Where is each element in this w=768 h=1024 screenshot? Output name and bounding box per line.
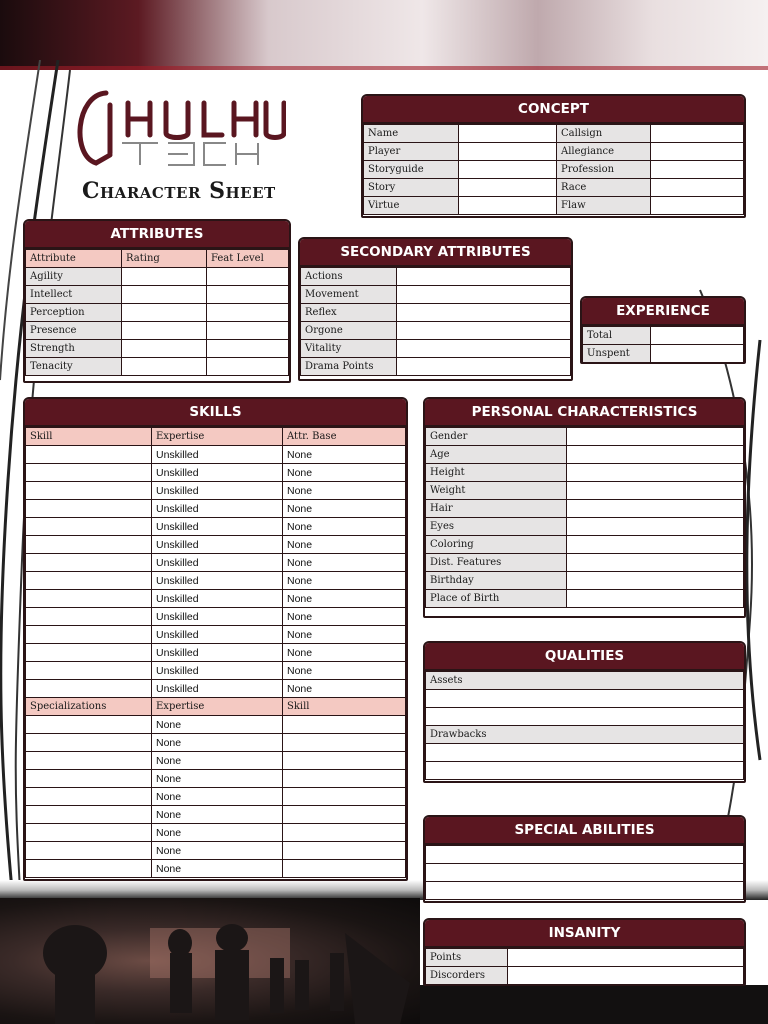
skill-attr-base-field[interactable]: None	[283, 500, 406, 518]
skill-attr-base-field[interactable]: None	[283, 680, 406, 698]
insanity-field[interactable]	[508, 949, 744, 967]
profession-field[interactable]	[651, 161, 744, 179]
specialization-skill-field[interactable]	[283, 770, 406, 788]
secondary-attribute-label: Actions	[301, 268, 397, 286]
table-row	[26, 770, 406, 788]
table-row	[301, 304, 571, 322]
table-row	[426, 500, 744, 518]
specialization-name-field[interactable]	[26, 806, 152, 824]
specialization-skill-field[interactable]	[283, 752, 406, 770]
table-row	[26, 590, 406, 608]
skill-expertise-field[interactable]: Unskilled	[152, 482, 283, 500]
attribute-label: Presence	[26, 322, 122, 340]
concept-label: Storyguide	[364, 161, 459, 179]
experience-label: Unspent	[583, 345, 651, 363]
table-row	[301, 322, 571, 340]
insanity-table	[425, 948, 744, 985]
specialization-expertise-field[interactable]: None	[152, 734, 283, 752]
table-row	[364, 179, 744, 197]
attribute-field[interactable]	[122, 340, 207, 358]
skill-attr-base-field[interactable]: None	[283, 446, 406, 464]
table-row	[426, 482, 744, 500]
column-header: Expertise	[152, 698, 283, 716]
specialization-expertise-field[interactable]: None	[152, 752, 283, 770]
special-table	[425, 845, 744, 900]
table-row	[26, 536, 406, 554]
personal-field[interactable]	[567, 554, 744, 572]
skill-name-field[interactable]	[26, 446, 152, 464]
table-row	[364, 143, 744, 161]
skill-expertise-field[interactable]: Unskilled	[152, 590, 283, 608]
specialization-name-field[interactable]	[26, 842, 152, 860]
attribute-field[interactable]	[122, 322, 207, 340]
table-row	[301, 268, 571, 286]
skill-attr-base-field[interactable]: None	[283, 590, 406, 608]
skill-attr-base-field[interactable]: None	[283, 662, 406, 680]
flaw-field[interactable]	[651, 197, 744, 215]
table-row	[26, 842, 406, 860]
secondary-attributes-panel	[298, 237, 573, 381]
table-row	[26, 734, 406, 752]
bottom-right-dark	[420, 985, 768, 1024]
table-row	[26, 340, 289, 358]
skill-expertise-field[interactable]: Unskilled	[152, 446, 283, 464]
secondary-attribute-field[interactable]	[397, 340, 571, 358]
skills-table	[25, 427, 406, 878]
secondary-attribute-label: Orgone	[301, 322, 397, 340]
concept-header: CONCEPT	[363, 96, 744, 124]
personal-label: Weight	[426, 482, 567, 500]
table-row	[426, 536, 744, 554]
skill-expertise-field[interactable]: Unskilled	[152, 554, 283, 572]
attribute-field[interactable]	[207, 322, 289, 340]
skill-attr-base-field[interactable]: None	[283, 572, 406, 590]
skill-name-field[interactable]	[26, 482, 152, 500]
bottom-battle-art	[0, 898, 420, 1024]
table-header-row	[26, 698, 406, 716]
skill-expertise-field[interactable]: Unskilled	[152, 536, 283, 554]
personal-label: Birthday	[426, 572, 567, 590]
table-row	[426, 949, 744, 967]
table-row	[426, 464, 744, 482]
specialization-skill-field[interactable]	[283, 788, 406, 806]
table-row	[301, 340, 571, 358]
insanity-header: INSANITY	[425, 920, 744, 948]
table-row	[26, 482, 406, 500]
attribute-field[interactable]	[207, 340, 289, 358]
personal-field[interactable]	[567, 572, 744, 590]
table-row	[26, 662, 406, 680]
specialization-expertise-field[interactable]: None	[152, 824, 283, 842]
specialization-name-field[interactable]	[26, 770, 152, 788]
insanity-panel	[423, 918, 746, 986]
skill-expertise-field[interactable]: Unskilled	[152, 464, 283, 482]
skill-expertise-field[interactable]: Unskilled	[152, 680, 283, 698]
table-row	[301, 286, 571, 304]
secondary-attribute-label: Movement	[301, 286, 397, 304]
table-row	[583, 327, 744, 345]
specialization-expertise-field[interactable]: None	[152, 806, 283, 824]
concept-table	[363, 124, 744, 215]
table-row	[26, 752, 406, 770]
skill-name-field[interactable]	[26, 464, 152, 482]
concept-label: Player	[364, 143, 459, 161]
column-header: Specializations	[26, 698, 152, 716]
personal-label: Height	[426, 464, 567, 482]
table-row	[426, 672, 744, 690]
table-row	[26, 860, 406, 878]
skill-expertise-field[interactable]: Unskilled	[152, 644, 283, 662]
attribute-field[interactable]	[207, 286, 289, 304]
skill-name-field[interactable]	[26, 554, 152, 572]
drawback-field[interactable]	[426, 744, 744, 762]
skill-expertise-field[interactable]: Unskilled	[152, 572, 283, 590]
table-row	[26, 680, 406, 698]
special-ability-field[interactable]	[426, 882, 744, 900]
storyguide-field[interactable]	[459, 161, 557, 179]
table-row	[426, 446, 744, 464]
table-row	[426, 518, 744, 536]
attribute-field[interactable]	[207, 268, 289, 286]
skill-attr-base-field[interactable]: None	[283, 626, 406, 644]
concept-label: Race	[557, 179, 651, 197]
table-row	[426, 572, 744, 590]
personal-field[interactable]	[567, 500, 744, 518]
table-row	[426, 690, 744, 708]
table-row	[26, 788, 406, 806]
allegiance-field[interactable]	[651, 143, 744, 161]
attribute-label: Tenacity	[26, 358, 122, 376]
table-row	[26, 286, 289, 304]
specialization-skill-field[interactable]	[283, 860, 406, 878]
table-row	[301, 358, 571, 376]
table-row	[26, 518, 406, 536]
table-row	[26, 464, 406, 482]
skill-name-field[interactable]	[26, 644, 152, 662]
experience-header: EXPERIENCE	[582, 298, 744, 326]
specialization-skill-field[interactable]	[283, 824, 406, 842]
table-row	[426, 554, 744, 572]
specialization-skill-field[interactable]	[283, 734, 406, 752]
table-row	[26, 500, 406, 518]
specialization-expertise-field[interactable]: None	[152, 842, 283, 860]
table-row	[426, 428, 744, 446]
table-row	[26, 608, 406, 626]
skill-name-field[interactable]	[26, 608, 152, 626]
table-row	[26, 626, 406, 644]
qualities-header: QUALITIES	[425, 643, 744, 671]
skill-attr-base-field[interactable]: None	[283, 464, 406, 482]
attribute-field[interactable]	[207, 304, 289, 322]
column-header: Rating	[122, 250, 207, 268]
skills-panel	[23, 397, 408, 881]
experience-field[interactable]	[651, 345, 744, 363]
table-row	[26, 806, 406, 824]
qualities-table	[425, 671, 744, 780]
special-header: SPECIAL ABILITIES	[425, 817, 744, 845]
skill-expertise-field[interactable]: Unskilled	[152, 626, 283, 644]
skill-name-field[interactable]	[26, 680, 152, 698]
attributes-table	[25, 249, 289, 376]
table-row	[26, 268, 289, 286]
table-row	[426, 708, 744, 726]
table-row	[426, 744, 744, 762]
attribute-label: Intellect	[26, 286, 122, 304]
personal-table	[425, 427, 744, 608]
experience-panel	[580, 296, 746, 364]
personal-label: Age	[426, 446, 567, 464]
table-row	[26, 824, 406, 842]
attribute-label: Perception	[26, 304, 122, 322]
table-row	[26, 322, 289, 340]
asset-field[interactable]	[426, 708, 744, 726]
drawbacks-label: Drawbacks	[426, 726, 744, 744]
skill-expertise-field[interactable]: Unskilled	[152, 500, 283, 518]
personal-field[interactable]	[567, 428, 744, 446]
skill-expertise-field[interactable]: Unskilled	[152, 518, 283, 536]
secondary-attribute-field[interactable]	[397, 358, 571, 376]
attribute-label: Strength	[26, 340, 122, 358]
specialization-name-field[interactable]	[26, 752, 152, 770]
concept-label: Profession	[557, 161, 651, 179]
insanity-label: Points	[426, 949, 508, 967]
concept-label: Flaw	[557, 197, 651, 215]
race-field[interactable]	[651, 179, 744, 197]
skill-name-field[interactable]	[26, 626, 152, 644]
specialization-expertise-field[interactable]: None	[152, 716, 283, 734]
personal-field[interactable]	[567, 536, 744, 554]
secondary-attribute-field[interactable]	[397, 268, 571, 286]
qualities-panel	[423, 641, 746, 783]
table-row	[26, 554, 406, 572]
skill-expertise-field[interactable]: Unskilled	[152, 608, 283, 626]
attribute-field[interactable]	[122, 358, 207, 376]
table-row	[364, 161, 744, 179]
personal-field[interactable]	[567, 446, 744, 464]
insanity-label: Discorders	[426, 967, 508, 985]
secondary-table	[300, 267, 571, 376]
table-header-row	[26, 250, 289, 268]
table-row	[364, 197, 744, 215]
secondary-attribute-field[interactable]	[397, 304, 571, 322]
secondary-header: SECONDARY ATTRIBUTES	[300, 239, 571, 267]
secondary-attribute-field[interactable]	[397, 286, 571, 304]
experience-table	[582, 326, 744, 363]
specialization-skill-field[interactable]	[283, 842, 406, 860]
player-field[interactable]	[459, 143, 557, 161]
table-header-row	[26, 428, 406, 446]
attributes-header: ATTRIBUTES	[25, 221, 289, 249]
attribute-field[interactable]	[207, 358, 289, 376]
attribute-field[interactable]	[122, 268, 207, 286]
personal-field[interactable]	[567, 464, 744, 482]
concept-label: Virtue	[364, 197, 459, 215]
specialization-skill-field[interactable]	[283, 806, 406, 824]
specialization-name-field[interactable]	[26, 824, 152, 842]
table-row	[26, 572, 406, 590]
skills-header: SKILLS	[25, 399, 406, 427]
table-row	[426, 590, 744, 608]
skill-name-field[interactable]	[26, 500, 152, 518]
table-row	[26, 644, 406, 662]
personal-field[interactable]	[567, 482, 744, 500]
column-header: Feat Level	[207, 250, 289, 268]
secondary-attribute-label: Reflex	[301, 304, 397, 322]
secondary-attribute-label: Drama Points	[301, 358, 397, 376]
column-header: Attr. Base	[283, 428, 406, 446]
skill-attr-base-field[interactable]: None	[283, 554, 406, 572]
table-row	[364, 125, 744, 143]
special-ability-field[interactable]	[426, 846, 744, 864]
story-field[interactable]	[459, 179, 557, 197]
personal-label: Coloring	[426, 536, 567, 554]
secondary-attribute-label: Vitality	[301, 340, 397, 358]
special-abilities-panel	[423, 815, 746, 903]
specialization-skill-field[interactable]	[283, 716, 406, 734]
table-row	[426, 967, 744, 985]
specialization-name-field[interactable]	[26, 860, 152, 878]
personal-label: Place of Birth	[426, 590, 567, 608]
name-field[interactable]	[459, 125, 557, 143]
skill-attr-base-field[interactable]: None	[283, 536, 406, 554]
skill-attr-base-field[interactable]: None	[283, 518, 406, 536]
skill-name-field[interactable]	[26, 590, 152, 608]
cthulhutech-logo	[66, 85, 286, 175]
table-row	[26, 716, 406, 734]
personal-field[interactable]	[567, 518, 744, 536]
callsign-field[interactable]	[651, 125, 744, 143]
table-row	[426, 726, 744, 744]
skill-attr-base-field[interactable]: None	[283, 482, 406, 500]
specialization-name-field[interactable]	[26, 788, 152, 806]
skill-attr-base-field[interactable]: None	[283, 644, 406, 662]
asset-field[interactable]	[426, 690, 744, 708]
experience-field[interactable]	[651, 327, 744, 345]
table-row	[26, 304, 289, 322]
secondary-attribute-field[interactable]	[397, 322, 571, 340]
personal-label: Gender	[426, 428, 567, 446]
concept-label: Name	[364, 125, 459, 143]
concept-panel	[361, 94, 746, 218]
attribute-label: Agility	[26, 268, 122, 286]
table-row	[426, 846, 744, 864]
attribute-field[interactable]	[122, 286, 207, 304]
skill-name-field[interactable]	[26, 572, 152, 590]
concept-label: Callsign	[557, 125, 651, 143]
personal-header: PERSONAL CHARACTERISTICS	[425, 399, 744, 427]
specialization-expertise-field[interactable]: None	[152, 860, 283, 878]
special-ability-field[interactable]	[426, 864, 744, 882]
skill-expertise-field[interactable]: Unskilled	[152, 662, 283, 680]
table-row	[26, 446, 406, 464]
skill-attr-base-field[interactable]: None	[283, 608, 406, 626]
specialization-expertise-field[interactable]: None	[152, 788, 283, 806]
personal-label: Hair	[426, 500, 567, 518]
column-header: Skill	[26, 428, 152, 446]
specialization-name-field[interactable]	[26, 734, 152, 752]
skill-name-field[interactable]	[26, 662, 152, 680]
skill-name-field[interactable]	[26, 518, 152, 536]
concept-label: Story	[364, 179, 459, 197]
virtue-field[interactable]	[459, 197, 557, 215]
assets-label: Assets	[426, 672, 744, 690]
personal-field[interactable]	[567, 590, 744, 608]
column-header: Attribute	[26, 250, 122, 268]
concept-label: Allegiance	[557, 143, 651, 161]
sheet-title: Character Sheet	[82, 178, 276, 204]
table-row	[583, 345, 744, 363]
personal-label: Eyes	[426, 518, 567, 536]
column-header: Expertise	[152, 428, 283, 446]
specialization-expertise-field[interactable]: None	[152, 770, 283, 788]
personal-characteristics-panel	[423, 397, 746, 618]
insanity-field[interactable]	[508, 967, 744, 985]
column-header: Skill	[283, 698, 406, 716]
experience-label: Total	[583, 327, 651, 345]
table-row	[426, 864, 744, 882]
table-row	[426, 882, 744, 900]
drawback-field[interactable]	[426, 762, 744, 780]
attributes-panel	[23, 219, 291, 383]
attribute-field[interactable]	[122, 304, 207, 322]
skill-name-field[interactable]	[26, 536, 152, 554]
table-row	[26, 358, 289, 376]
personal-label: Dist. Features	[426, 554, 567, 572]
specialization-name-field[interactable]	[26, 716, 152, 734]
table-row	[426, 762, 744, 780]
